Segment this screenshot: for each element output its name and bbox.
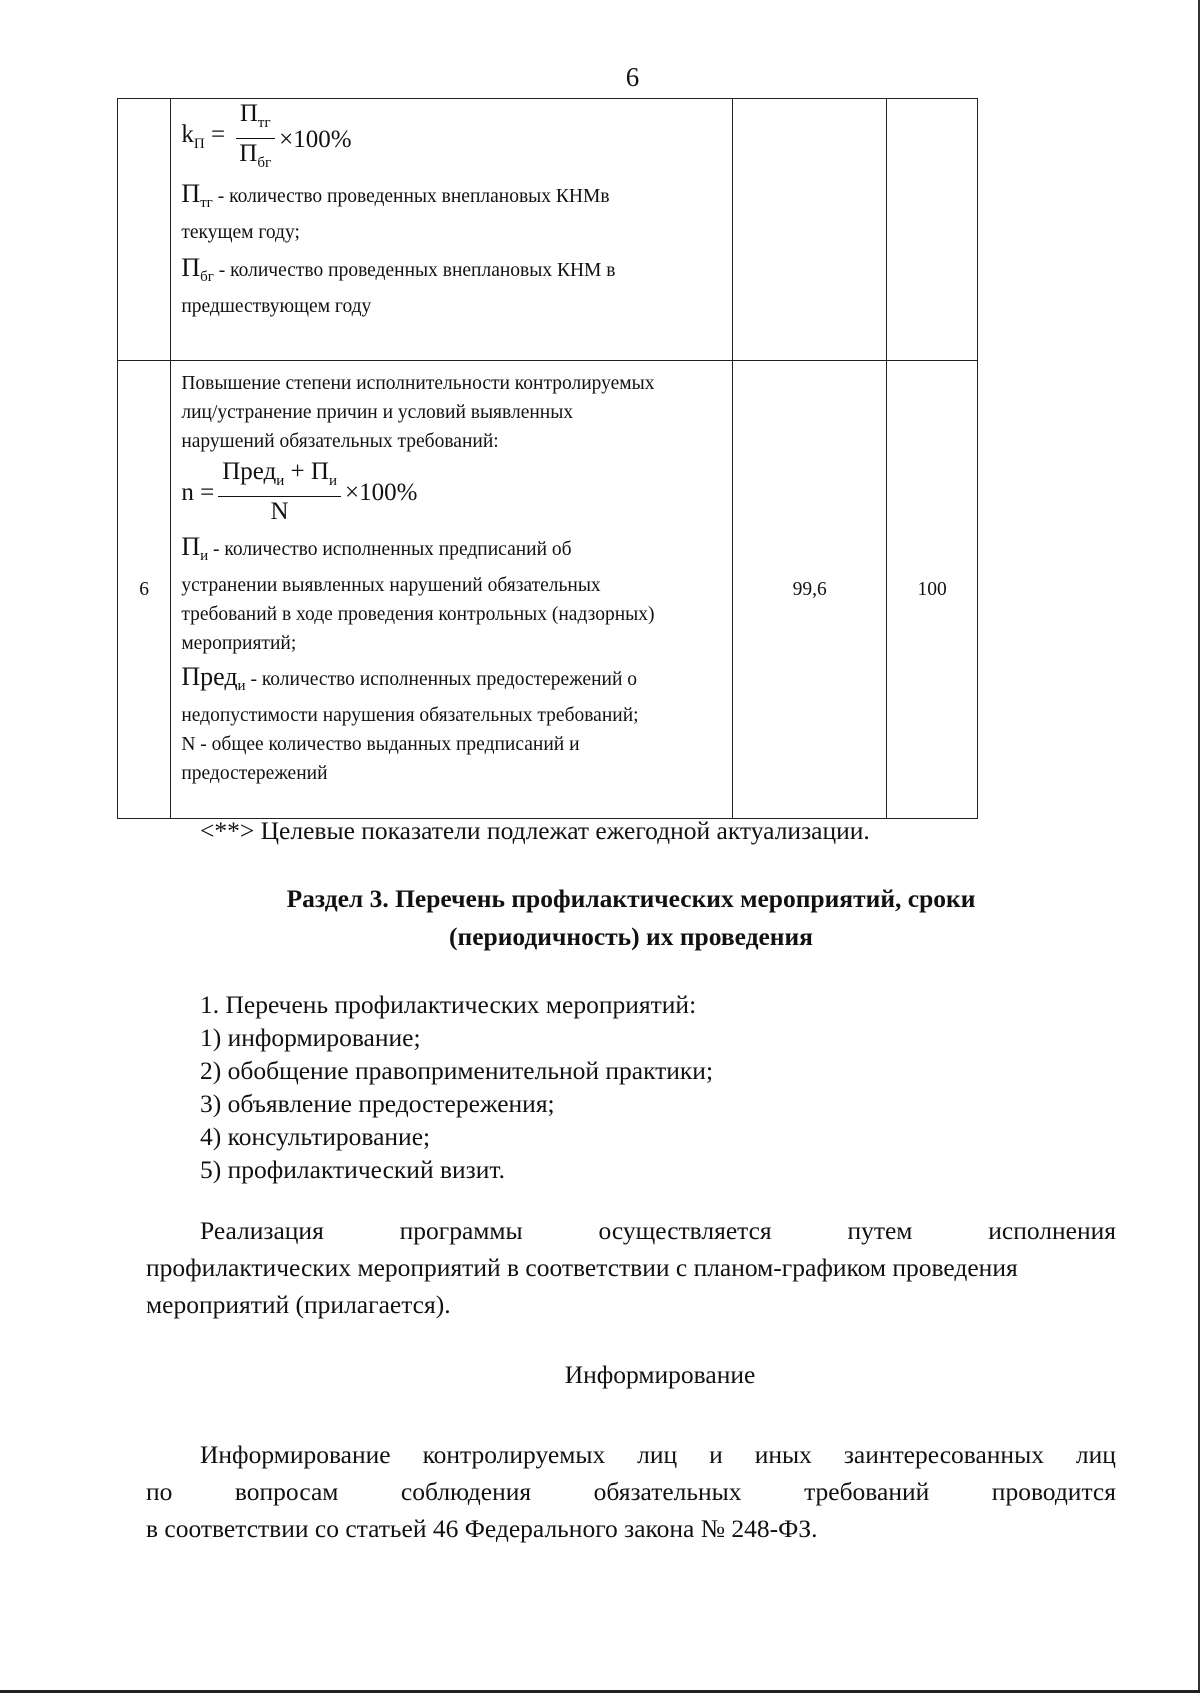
definition-text: требований в ходе проведения контрольных (надзорных)	[181, 603, 655, 625]
word: Реализация	[200, 1216, 324, 1245]
definition-p-bg	[181, 253, 724, 321]
word: лиц	[637, 1440, 678, 1469]
table-row	[118, 361, 978, 819]
word: иных	[754, 1440, 812, 1469]
paragraph-line	[146, 1212, 1116, 1249]
word: Информирование	[200, 1440, 391, 1469]
word: лиц	[1075, 1440, 1116, 1469]
definition-subscript: и	[237, 677, 246, 694]
indicator-description-cell	[171, 361, 733, 819]
word: по	[146, 1477, 173, 1506]
definition-text: мероприятий;	[181, 632, 297, 654]
word: вопросам	[234, 1477, 339, 1506]
word: требований	[804, 1477, 930, 1506]
realization-paragraph	[146, 1212, 1116, 1323]
formula-multiplier: ×100%	[279, 125, 352, 153]
indicator-intro: лиц/устранение причин и условий выявленных	[181, 402, 574, 423]
definition-text: - количество исполненных предостережений о	[245, 668, 638, 690]
indicator-intro: нарушений обязательных требований:	[181, 431, 499, 452]
section-title	[146, 880, 1116, 956]
word: путем	[847, 1216, 913, 1245]
definition-text: - количество проведенных внеплановых КНМв	[212, 186, 610, 207]
indicator-intro: Повышение степени исполнительности контролируемых	[181, 373, 655, 394]
formula-numerator: + П	[284, 457, 329, 485]
word: соблюдения	[400, 1477, 532, 1506]
definition-text: N - общее количество выданных предписаний и	[181, 733, 580, 755]
definition-text: устранении выявленных нарушений обязательных	[181, 574, 601, 596]
definition-p-tg	[181, 179, 724, 247]
formula-numerator: Пред	[222, 457, 277, 485]
formula-fraction	[218, 458, 341, 527]
definition-subscript: бг	[200, 268, 214, 285]
word: осуществляется	[598, 1216, 772, 1245]
list-item: 1) информирование;	[200, 1023, 421, 1052]
formula-denominator: П	[239, 140, 258, 167]
row-number-cell: 6	[118, 361, 171, 819]
list-item: 5) профилактический визит.	[200, 1155, 505, 1184]
formula-symbol: k	[181, 120, 194, 148]
section-title-line: Раздел 3. Перечень профилактических мероприятий, сроки	[286, 884, 976, 913]
definition-symbol: П	[181, 179, 201, 208]
definition-text: - количество исполненных предписаний об	[208, 539, 572, 560]
word: контролируемых	[422, 1440, 606, 1469]
formula-kp: $k_П$ = $\frac{П_{тг}}{П_{бг}}$ ×100%	[181, 107, 724, 171]
formula-subscript: бг	[257, 155, 272, 171]
word: обязательных	[593, 1477, 742, 1506]
definition-text: недопустимости нарушения обязательных требований;	[181, 704, 639, 726]
page-number: 6	[625, 62, 640, 92]
row-number-cell	[118, 99, 171, 361]
formula-symbol: n =	[181, 478, 215, 506]
definition-symbol: Пред	[181, 661, 238, 691]
formula-subscript: и	[328, 472, 337, 489]
definition-p-i	[181, 532, 724, 658]
formula-fraction	[235, 100, 275, 178]
paragraph-line	[146, 1436, 1116, 1473]
definition-n	[181, 730, 724, 788]
formula-multiplier: ×100%	[344, 478, 418, 506]
formula-subscript: и	[276, 472, 285, 489]
word: программы	[399, 1216, 523, 1245]
definition-text: текущем году;	[181, 221, 300, 243]
formula-numerator: П	[239, 100, 258, 127]
definition-symbol: П	[181, 532, 201, 561]
indicators-table	[117, 98, 978, 819]
table-row	[118, 99, 978, 361]
formula-subscript: П	[193, 135, 205, 152]
paragraph-line: в соответствии со статьей 46 Федерального закона № 248-ФЗ.	[146, 1514, 818, 1543]
definition-text: предостережений	[181, 762, 328, 784]
paragraph-line: мероприятий (прилагается).	[146, 1290, 451, 1319]
list-item: 2) обобщение правоприменительной практики;	[200, 1056, 714, 1085]
paragraph-line	[146, 1473, 1116, 1510]
word: проводится	[991, 1477, 1116, 1506]
paragraph-line: профилактических мероприятий в соответствии с планом-графиком проведения	[146, 1253, 1018, 1282]
definition-text: - количество проведенных внеплановых КНМ в	[213, 259, 616, 281]
definition-pred-i	[181, 662, 724, 730]
value-cell	[732, 99, 886, 361]
list-item: 4) консультирование;	[200, 1122, 431, 1151]
footnote: <**> Целевые показатели подлежат ежегодной актуализации.	[200, 816, 870, 845]
list-item: 3) объявление предостережения;	[200, 1089, 555, 1118]
list-heading: 1. Перечень профилактических мероприятий:	[200, 990, 697, 1019]
value-cell: 99,6	[732, 361, 886, 819]
target-cell	[887, 99, 978, 361]
target-cell: 100	[887, 361, 978, 819]
word: заинтересованных	[843, 1440, 1044, 1469]
informing-paragraph	[146, 1436, 1116, 1547]
formula-denominator: N	[270, 497, 289, 525]
definition-subscript: тг	[200, 194, 213, 211]
indicator-description-cell	[171, 99, 733, 361]
definition-subscript: и	[200, 547, 209, 564]
formula-subscript: тг	[257, 115, 271, 131]
word: исполнения	[988, 1216, 1116, 1245]
word: и	[709, 1440, 723, 1469]
measures-list	[200, 988, 713, 1186]
section-title-line: (периодичность) их проведения	[449, 922, 813, 951]
subheading-informing: Информирование	[564, 1360, 756, 1389]
definition-text: предшествующем году	[181, 295, 372, 317]
definition-symbol: П	[181, 252, 201, 282]
formula-n	[181, 457, 724, 525]
